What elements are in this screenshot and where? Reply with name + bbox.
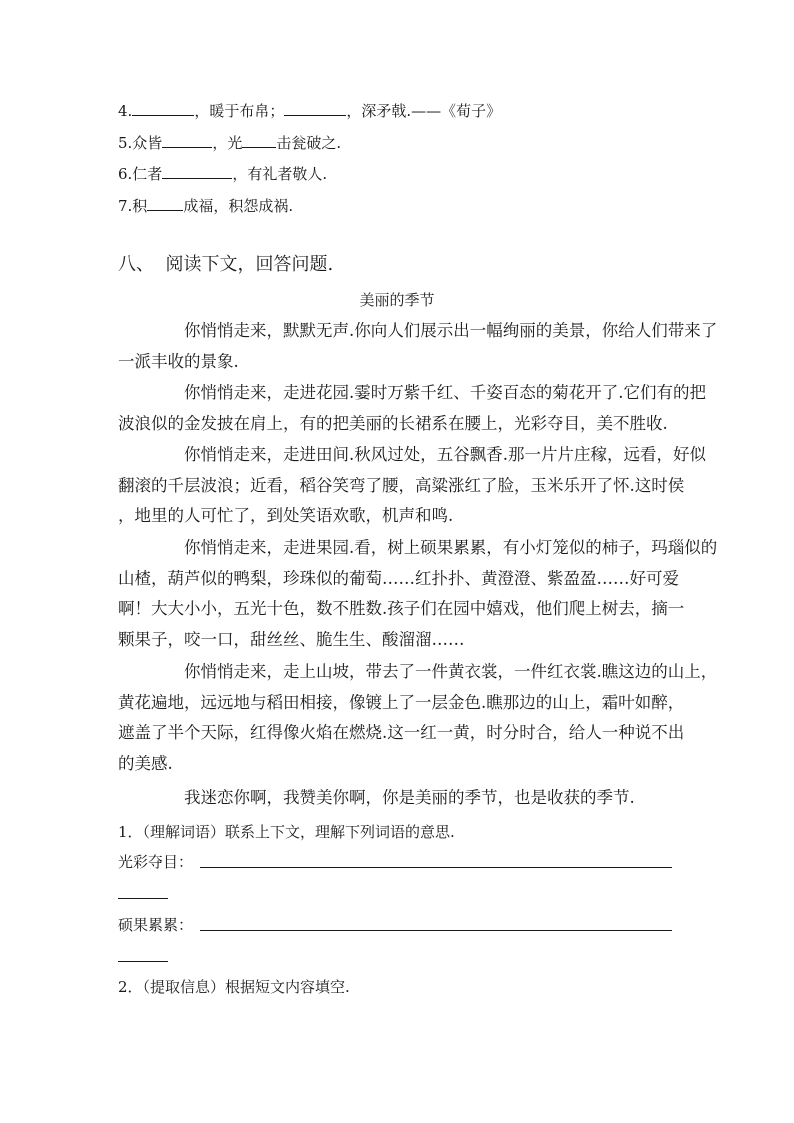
item-text: 6.仁者	[118, 165, 163, 183]
item-text: 击瓮破之.	[276, 134, 342, 152]
item-text: ，暖于布帛；	[194, 102, 285, 120]
answer-line[interactable]	[118, 898, 168, 899]
paragraph-line: 你悄悄走来，走进花园.霎时万紫千红、千姿百态的菊花开了.它们有的把	[184, 383, 706, 402]
item-text: ，深矛戟.——《荀子》	[346, 102, 502, 120]
question-1a-label: 光彩夺目：	[118, 853, 194, 871]
paragraph-line: 山楂，葫芦似的鸭梨，珍珠似的葡萄……红扑扑、黄澄澄、紫盈盈……好可爱	[118, 568, 679, 588]
paragraph-line: 翻滚的千层波浪；近看，稻谷笑弯了腰，高粱涨红了脸，玉米乐开了怀.这时侯	[118, 475, 685, 495]
paragraph-line: 颗果子，咬一口，甜丝丝、脆生生、酸溜溜……	[118, 629, 465, 649]
fill-item-4	[118, 101, 501, 121]
paragraph-line: 黄花遍地，远远地与稻田相接，像镀上了一层金色.瞧那边的山上，霜叶如醉，	[118, 692, 685, 712]
paragraph-line: 你悄悄走来，默默无声.你向人们展示出一幅绚丽的美景，你给人们带来了	[184, 321, 718, 340]
paragraph-line: 波浪似的金发披在肩上，有的把美丽的长裙系在腰上，光彩夺目，美不胜收.	[118, 413, 668, 433]
answer-blank[interactable]	[284, 101, 346, 116]
paragraph-6	[118, 783, 678, 814]
question-2: 2．（提取信息）根据短文内容填空.	[118, 978, 350, 996]
answer-line[interactable]	[200, 930, 672, 931]
paragraph-1	[118, 316, 718, 377]
answer-blank[interactable]	[147, 196, 183, 211]
answer-line[interactable]	[200, 867, 672, 868]
paragraph-line: ，地里的人可忙了，到处笑语欢歌，机声和鸣.	[118, 506, 454, 526]
item-text: 成福，积怨成祸.	[183, 197, 294, 215]
item-text: ，光	[212, 134, 243, 152]
paragraph-4	[118, 533, 718, 655]
section-heading: 八、 阅读下文，回答问题.	[118, 254, 334, 275]
question-1: 1．（理解词语）联系上下文，理解下列词语的意思.	[118, 823, 455, 841]
article-title: 美丽的季节	[359, 291, 435, 309]
item-number: 4.	[118, 102, 133, 120]
question-1b-label: 硕果累累：	[118, 916, 194, 934]
answer-blank[interactable]	[162, 133, 212, 148]
answer-blank[interactable]	[132, 101, 194, 116]
paragraph-2	[118, 378, 706, 439]
paragraph-line: 的美感.	[118, 753, 173, 773]
item-text: 7.积	[118, 197, 148, 215]
paragraph-line: 你悄悄走来，走进果园.看，树上硕果累累，有小灯笼似的柿子，玛瑙似的	[184, 538, 718, 557]
item-text: 5.众皆	[118, 134, 163, 152]
paragraph-line: 遮盖了半个天际，红得像火焰在燃烧.这一红一黄，时分时合，给人一种说不出	[118, 723, 685, 743]
paragraph-3	[118, 440, 706, 532]
paragraph-line: 啊！大大小小，五光十色，数不胜数.孩子们在园中嬉戏，他们爬上树去，摘一	[118, 599, 685, 619]
fill-item-7	[118, 196, 293, 216]
paragraph-line: 你悄悄走来，走上山坡，带去了一件黄衣裳，一件红衣裳.瞧这边的山上，	[184, 662, 718, 681]
answer-blank[interactable]	[242, 133, 276, 148]
paragraph-5	[118, 657, 718, 779]
answer-blank[interactable]	[162, 164, 232, 179]
paragraph-line: 我迷恋你啊，我赞美你啊，你是美丽的季节，也是收获的季节.	[184, 788, 635, 807]
answer-line[interactable]	[118, 961, 168, 962]
fill-item-6	[118, 164, 327, 184]
fill-item-5	[118, 133, 341, 153]
paragraph-line: 一派丰收的景象.	[118, 351, 239, 371]
item-text: ，有礼者敬人.	[232, 165, 328, 183]
paragraph-line: 你悄悄走来，走进田间.秋风过处，五谷飘香.那一片片庄稼，远看，好似	[184, 445, 706, 464]
